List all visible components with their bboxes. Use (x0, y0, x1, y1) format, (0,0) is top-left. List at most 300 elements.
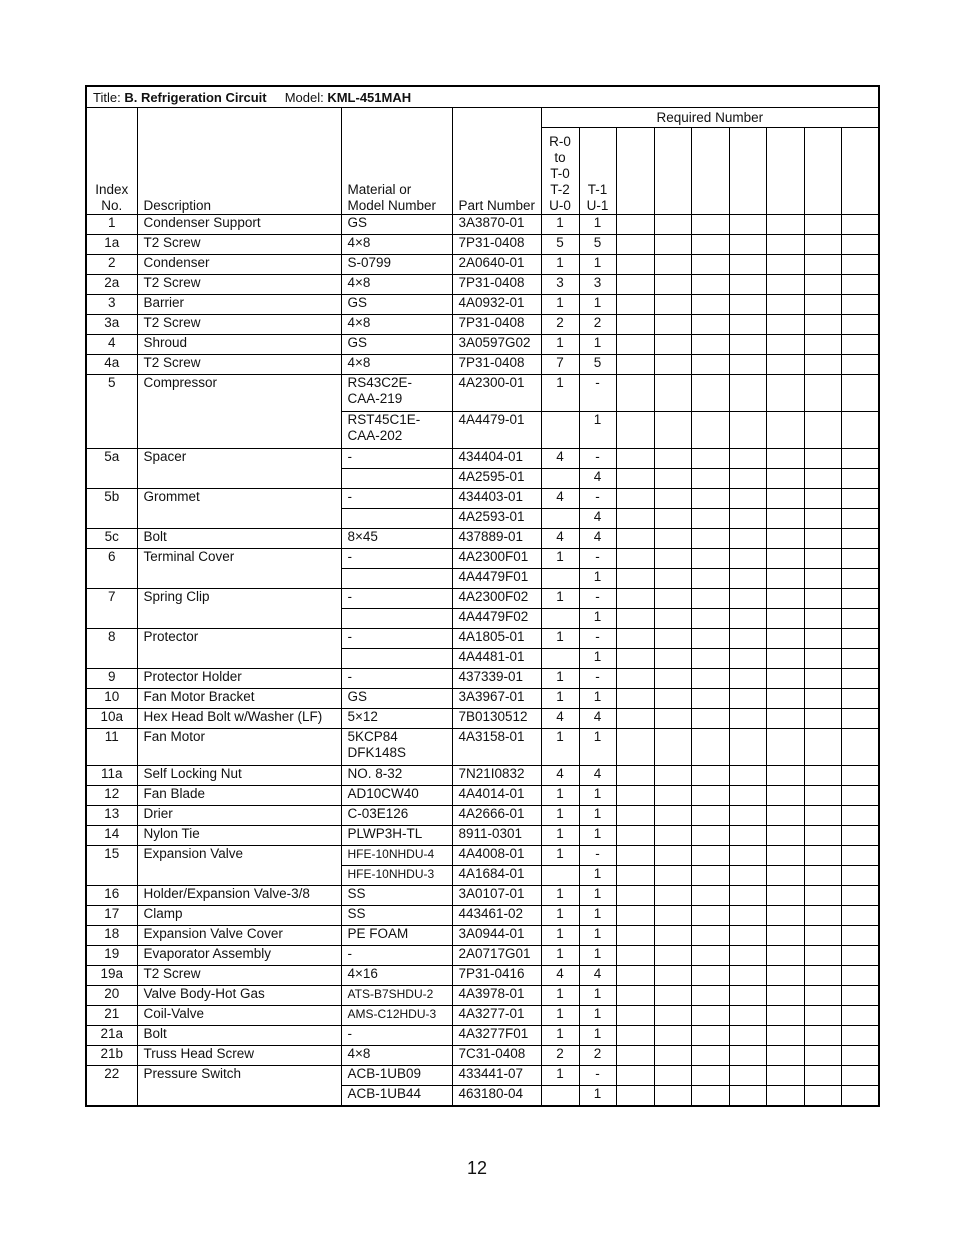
row-empty-qty (616, 729, 654, 766)
row-qty-2: 1 (579, 649, 616, 669)
row-empty-qty (841, 549, 879, 569)
row-part-number: 4A4479F02 (452, 609, 541, 629)
row-description: Bolt (137, 529, 341, 549)
row-part-number: 7P31-0408 (452, 315, 541, 335)
row-empty-qty (616, 689, 654, 709)
row-empty-qty (616, 1046, 654, 1066)
row-empty-qty (841, 846, 879, 866)
row-qty-2: 1 (579, 412, 616, 449)
table-row (86, 729, 879, 766)
parts-table (85, 85, 880, 1107)
row-part-number: 4A4481-01 (452, 649, 541, 669)
row-material (341, 649, 452, 669)
row-empty-qty (766, 689, 804, 709)
row-empty-qty (654, 569, 691, 589)
row-description: Grommet (137, 489, 341, 529)
row-index: 20 (86, 986, 137, 1006)
row-part-number: 8911-0301 (452, 826, 541, 846)
row-empty-qty (841, 355, 879, 375)
row-empty-qty (616, 986, 654, 1006)
row-empty-qty (804, 649, 841, 669)
row-empty-qty (654, 215, 691, 235)
row-qty-1: 1 (541, 806, 579, 826)
model-label: Model: (284, 89, 324, 105)
row-empty-qty (804, 766, 841, 786)
row-qty-1: 1 (541, 729, 579, 766)
row-empty-qty (691, 926, 729, 946)
row-qty-2: 1 (579, 866, 616, 886)
table-row (86, 315, 879, 335)
row-empty-qty (804, 215, 841, 235)
title-value: B. Refrigeration Circuit (124, 89, 267, 105)
row-empty-qty (766, 886, 804, 906)
row-empty-qty (804, 355, 841, 375)
table-row (86, 275, 879, 295)
row-description: Nylon Tie (137, 826, 341, 846)
row-description: T2 Screw (137, 355, 341, 375)
row-index: 5 (86, 375, 137, 449)
row-empty-qty (691, 786, 729, 806)
row-part-number: 3A0107-01 (452, 886, 541, 906)
row-qty-1: 2 (541, 1046, 579, 1066)
header-index: Index No. (86, 108, 137, 215)
row-empty-qty (691, 946, 729, 966)
row-empty-qty (766, 235, 804, 255)
row-material: 5KCP84 DFK148S (341, 729, 452, 766)
row-part-number: 7P31-0408 (452, 235, 541, 255)
row-part-number: 7B0130512 (452, 709, 541, 729)
row-material: C-03E126 (341, 806, 452, 826)
row-index: 5b (86, 489, 137, 529)
table-row (86, 295, 879, 315)
row-qty-1: 1 (541, 335, 579, 355)
row-empty-qty (804, 295, 841, 315)
row-empty-qty (616, 412, 654, 449)
header-required-number: Required Number (541, 108, 879, 128)
row-empty-qty (691, 986, 729, 1006)
table-row (86, 1046, 879, 1066)
header-empty-col (616, 128, 654, 215)
row-index: 2 (86, 255, 137, 275)
row-empty-qty (766, 489, 804, 509)
row-empty-qty (691, 1066, 729, 1086)
row-description: Barrier (137, 295, 341, 315)
row-empty-qty (691, 846, 729, 866)
row-empty-qty (691, 215, 729, 235)
row-qty-1: 1 (541, 215, 579, 235)
row-empty-qty (841, 295, 879, 315)
row-qty-2: 1 (579, 295, 616, 315)
table-row (86, 906, 879, 926)
row-empty-qty (654, 469, 691, 489)
row-part-number: 433441-07 (452, 1066, 541, 1086)
row-part-number: 4A2666-01 (452, 806, 541, 826)
row-empty-qty (841, 1066, 879, 1086)
row-material: 4×8 (341, 275, 452, 295)
row-empty-qty (766, 609, 804, 629)
table-row (86, 766, 879, 786)
row-part-number: 4A3158-01 (452, 729, 541, 766)
table-row (86, 589, 879, 609)
row-empty-qty (841, 806, 879, 826)
row-empty-qty (691, 569, 729, 589)
row-empty-qty (766, 946, 804, 966)
row-material: - (341, 449, 452, 469)
row-qty-1: 7 (541, 355, 579, 375)
row-qty-2: - (579, 489, 616, 509)
row-empty-qty (841, 689, 879, 709)
row-qty-1 (541, 509, 579, 529)
row-qty-2: 5 (579, 355, 616, 375)
row-qty-1: 1 (541, 589, 579, 609)
row-empty-qty (616, 215, 654, 235)
row-empty-qty (841, 469, 879, 489)
row-empty-qty (616, 946, 654, 966)
row-empty-qty (729, 709, 766, 729)
header-qty-col-2: T-1 U-1 (579, 128, 616, 215)
row-empty-qty (729, 946, 766, 966)
table-row (86, 215, 879, 235)
row-empty-qty (804, 569, 841, 589)
row-index: 15 (86, 846, 137, 886)
row-empty-qty (766, 906, 804, 926)
header-part-number: Part Number (452, 108, 541, 215)
row-empty-qty (729, 1046, 766, 1066)
row-empty-qty (654, 589, 691, 609)
table-row (86, 335, 879, 355)
row-empty-qty (616, 569, 654, 589)
row-index: 17 (86, 906, 137, 926)
table-row (86, 966, 879, 986)
row-part-number: 7P31-0408 (452, 355, 541, 375)
row-empty-qty (766, 786, 804, 806)
row-index: 2a (86, 275, 137, 295)
row-empty-qty (804, 315, 841, 335)
row-empty-qty (804, 449, 841, 469)
row-empty-qty (654, 689, 691, 709)
row-part-number: 437339-01 (452, 669, 541, 689)
row-empty-qty (766, 255, 804, 275)
row-empty-qty (616, 335, 654, 355)
row-empty-qty (654, 986, 691, 1006)
row-material: GS (341, 689, 452, 709)
row-empty-qty (616, 709, 654, 729)
row-description: Compressor (137, 375, 341, 449)
row-qty-2: 4 (579, 509, 616, 529)
row-empty-qty (841, 709, 879, 729)
table-row (86, 629, 879, 649)
row-empty-qty (691, 255, 729, 275)
row-empty-qty (691, 906, 729, 926)
row-qty-1: 4 (541, 766, 579, 786)
table-row (86, 986, 879, 1006)
row-qty-1: 4 (541, 709, 579, 729)
row-empty-qty (804, 489, 841, 509)
row-description: Spacer (137, 449, 341, 489)
row-index: 3 (86, 295, 137, 315)
row-part-number: 4A4479-01 (452, 412, 541, 449)
row-material: - (341, 669, 452, 689)
row-empty-qty (841, 412, 879, 449)
row-empty-qty (691, 1026, 729, 1046)
page-number: 12 (466, 1158, 488, 1178)
header-empty-col (804, 128, 841, 215)
row-material: NO. 8-32 (341, 766, 452, 786)
table-row (86, 549, 879, 569)
row-empty-qty (841, 629, 879, 649)
table-row (86, 669, 879, 689)
model-value: KML-451MAH (327, 89, 412, 105)
row-description: Fan Motor Bracket (137, 689, 341, 709)
row-empty-qty (729, 489, 766, 509)
row-description: Protector (137, 629, 341, 669)
row-description: Fan Blade (137, 786, 341, 806)
row-description: Fan Motor (137, 729, 341, 766)
row-empty-qty (654, 906, 691, 926)
row-empty-qty (766, 529, 804, 549)
row-index: 8 (86, 629, 137, 669)
row-qty-2: - (579, 589, 616, 609)
row-empty-qty (841, 315, 879, 335)
row-empty-qty (654, 669, 691, 689)
row-index: 16 (86, 886, 137, 906)
row-index: 13 (86, 806, 137, 826)
table-row (86, 946, 879, 966)
row-index: 22 (86, 1066, 137, 1107)
row-empty-qty (766, 669, 804, 689)
row-qty-1: 1 (541, 1066, 579, 1086)
row-empty-qty (729, 589, 766, 609)
row-empty-qty (841, 669, 879, 689)
row-empty-qty (616, 529, 654, 549)
row-empty-qty (616, 846, 654, 866)
row-description: Evaporator Assembly (137, 946, 341, 966)
table-row (86, 529, 879, 549)
row-qty-1 (541, 412, 579, 449)
row-qty-2: 1 (579, 886, 616, 906)
row-empty-qty (766, 335, 804, 355)
row-empty-qty (691, 1006, 729, 1026)
row-empty-qty (729, 966, 766, 986)
row-qty-2: 4 (579, 709, 616, 729)
row-empty-qty (729, 886, 766, 906)
row-qty-2: 5 (579, 235, 616, 255)
table-row (86, 489, 879, 509)
row-empty-qty (654, 629, 691, 649)
table-row (86, 235, 879, 255)
row-material: 4×16 (341, 966, 452, 986)
row-qty-2: 4 (579, 469, 616, 489)
row-empty-qty (654, 886, 691, 906)
row-empty-qty (729, 469, 766, 489)
row-empty-qty (729, 629, 766, 649)
row-empty-qty (766, 1006, 804, 1026)
row-empty-qty (691, 509, 729, 529)
row-empty-qty (766, 509, 804, 529)
row-material: - (341, 489, 452, 509)
row-qty-1 (541, 649, 579, 669)
row-empty-qty (729, 355, 766, 375)
table-row (86, 1006, 879, 1026)
row-empty-qty (654, 846, 691, 866)
row-empty-qty (691, 629, 729, 649)
row-empty-qty (654, 649, 691, 669)
row-part-number: 4A3277F01 (452, 1026, 541, 1046)
row-empty-qty (841, 966, 879, 986)
row-material (341, 469, 452, 489)
header-empty-col (654, 128, 691, 215)
row-empty-qty (804, 1046, 841, 1066)
row-empty-qty (691, 275, 729, 295)
row-empty-qty (691, 966, 729, 986)
row-description: Holder/Expansion Valve-3/8 (137, 886, 341, 906)
row-empty-qty (804, 549, 841, 569)
row-empty-qty (654, 355, 691, 375)
row-empty-qty (804, 1086, 841, 1107)
row-empty-qty (616, 489, 654, 509)
row-qty-1: 1 (541, 946, 579, 966)
row-empty-qty (729, 509, 766, 529)
row-qty-1: 3 (541, 275, 579, 295)
row-index: 1 (86, 215, 137, 235)
row-empty-qty (616, 355, 654, 375)
title-cell (86, 86, 879, 108)
row-material: ATS-B7SHDU-2 (341, 986, 452, 1006)
row-qty-2: 1 (579, 926, 616, 946)
header-material: Material or Model Number (341, 108, 452, 215)
row-qty-2: - (579, 669, 616, 689)
row-material: SS (341, 906, 452, 926)
row-description: Self Locking Nut (137, 766, 341, 786)
row-part-number: 2A0717G01 (452, 946, 541, 966)
row-empty-qty (654, 489, 691, 509)
row-material: - (341, 1026, 452, 1046)
row-qty-2: - (579, 549, 616, 569)
row-empty-qty (841, 886, 879, 906)
row-empty-qty (691, 295, 729, 315)
row-empty-qty (729, 529, 766, 549)
row-empty-qty (729, 766, 766, 786)
row-qty-1: 5 (541, 235, 579, 255)
row-empty-qty (729, 729, 766, 766)
row-empty-qty (729, 569, 766, 589)
row-empty-qty (691, 335, 729, 355)
table-row (86, 846, 879, 866)
row-empty-qty (766, 1026, 804, 1046)
row-empty-qty (729, 866, 766, 886)
row-empty-qty (841, 1046, 879, 1066)
row-empty-qty (616, 1026, 654, 1046)
row-qty-1: 1 (541, 629, 579, 649)
row-qty-1 (541, 1086, 579, 1107)
row-empty-qty (654, 1086, 691, 1107)
row-empty-qty (841, 946, 879, 966)
row-index: 19a (86, 966, 137, 986)
row-empty-qty (766, 589, 804, 609)
row-empty-qty (691, 315, 729, 335)
row-empty-qty (766, 766, 804, 786)
row-qty-1: 4 (541, 966, 579, 986)
row-empty-qty (804, 412, 841, 449)
row-material: RS43C2E- CAA-219 (341, 375, 452, 412)
row-part-number: 4A4008-01 (452, 846, 541, 866)
header-row-1 (86, 108, 879, 128)
row-qty-2: 1 (579, 729, 616, 766)
row-empty-qty (766, 826, 804, 846)
row-qty-2: - (579, 846, 616, 866)
row-empty-qty (616, 669, 654, 689)
row-empty-qty (804, 529, 841, 549)
parts-list-sheet (85, 85, 878, 1107)
row-empty-qty (841, 255, 879, 275)
row-qty-2: 1 (579, 1026, 616, 1046)
row-description: Hex Head Bolt w/Washer (LF) (137, 709, 341, 729)
row-qty-1: 1 (541, 295, 579, 315)
row-qty-2: - (579, 1066, 616, 1086)
row-material: - (341, 549, 452, 569)
header-qty-col-1: R-0 to T-0 T-2 U-0 (541, 128, 579, 215)
table-row (86, 786, 879, 806)
row-qty-2: 3 (579, 275, 616, 295)
row-qty-2: 1 (579, 609, 616, 629)
row-empty-qty (766, 1046, 804, 1066)
row-qty-2: 1 (579, 786, 616, 806)
row-empty-qty (804, 926, 841, 946)
row-empty-qty (841, 826, 879, 846)
row-empty-qty (841, 1006, 879, 1026)
row-part-number: 434404-01 (452, 449, 541, 469)
row-material (341, 509, 452, 529)
row-part-number: 4A2593-01 (452, 509, 541, 529)
row-empty-qty (804, 906, 841, 926)
row-part-number: 4A2595-01 (452, 469, 541, 489)
row-qty-2: 1 (579, 215, 616, 235)
row-qty-1: 1 (541, 826, 579, 846)
table-row (86, 886, 879, 906)
row-material: HFE-10NHDU-4 (341, 846, 452, 866)
row-qty-1: 1 (541, 926, 579, 946)
row-empty-qty (729, 649, 766, 669)
row-empty-qty (841, 609, 879, 629)
row-empty-qty (691, 549, 729, 569)
row-empty-qty (804, 846, 841, 866)
row-empty-qty (616, 786, 654, 806)
row-empty-qty (691, 609, 729, 629)
row-empty-qty (804, 669, 841, 689)
row-part-number: 4A2300-01 (452, 375, 541, 412)
row-part-number: 4A1805-01 (452, 629, 541, 649)
row-empty-qty (616, 766, 654, 786)
row-empty-qty (804, 469, 841, 489)
row-empty-qty (766, 569, 804, 589)
row-empty-qty (804, 709, 841, 729)
row-empty-qty (766, 866, 804, 886)
row-qty-2: 1 (579, 569, 616, 589)
row-part-number: 3A0597G02 (452, 335, 541, 355)
row-empty-qty (841, 529, 879, 549)
row-qty-2: 1 (579, 946, 616, 966)
row-empty-qty (691, 355, 729, 375)
row-qty-1 (541, 609, 579, 629)
row-empty-qty (616, 375, 654, 412)
row-description: Truss Head Screw (137, 1046, 341, 1066)
table-row (86, 926, 879, 946)
row-empty-qty (616, 295, 654, 315)
row-empty-qty (729, 689, 766, 709)
row-empty-qty (691, 709, 729, 729)
row-empty-qty (729, 255, 766, 275)
row-qty-1: 1 (541, 1026, 579, 1046)
